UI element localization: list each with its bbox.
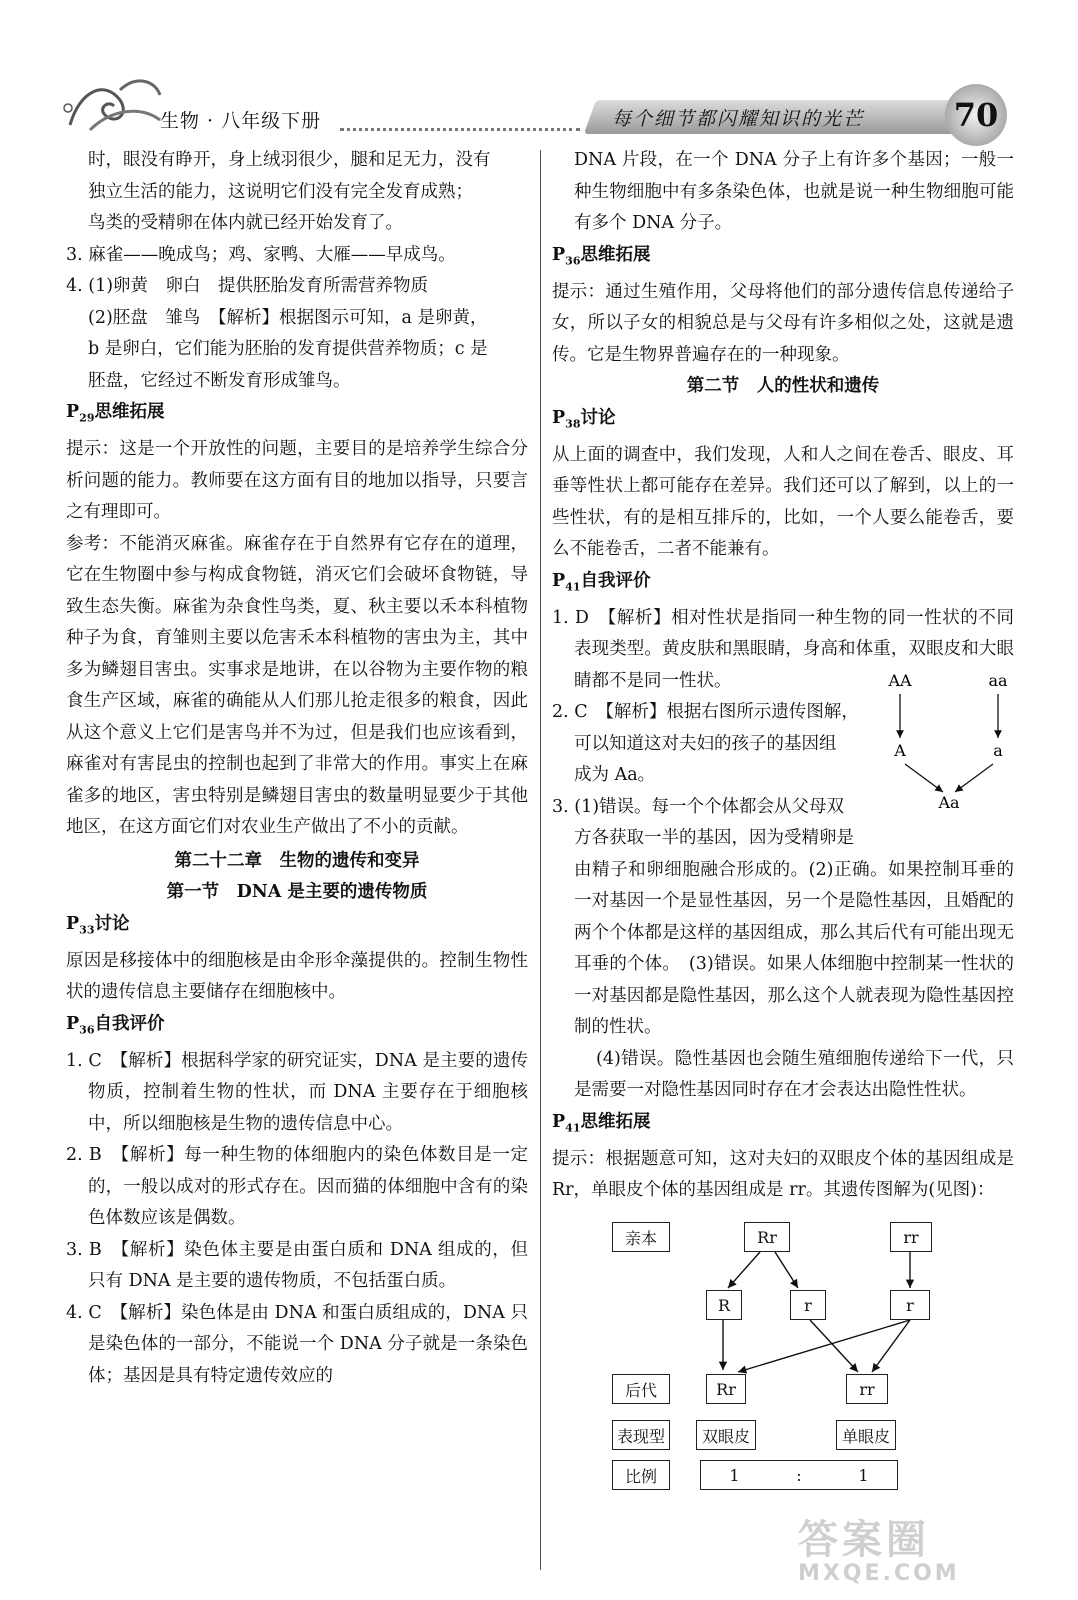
heading-label: 自我评价	[580, 570, 651, 591]
answer-4-part2: (2)胚盘 雏鸟 【解析】根据图示可知，a 是卵黄，	[88, 307, 488, 328]
page-ref-number: 29	[79, 411, 95, 425]
slogan-text: 每个细节都闪耀知识的光芒	[612, 108, 865, 130]
arrow-icon	[872, 1320, 910, 1372]
phenotype-double-eyelid: 双眼皮	[696, 1420, 756, 1450]
self-eval-answer-1: 1. D 【解析】相对性状是指同一种生物的同一性状的不同表现类型。黄皮肤和黑眼睛，身高和体重，双眼皮和大眼睛都不是同一性状。	[552, 607, 1014, 691]
page-ref-letter: P	[552, 244, 566, 265]
ratio-left: 1	[729, 1465, 740, 1485]
self-eval-answer-3-part4: (4)错误。隐性基因也会随生殖细胞传递给下一代，只是需要一对隐性基因同时存在才会表达出隐性性状。	[574, 1048, 1014, 1100]
discussion-paragraph: 从上面的调查中，我们发现，人和人之间在卷舌、眼皮、耳垂等性状上都可能存在差异。我们还可以了解到，以上的一些性状，有的是相互排斥的，比如，一个人要么能卷舌，要么不能卷舌，二者不能兼有。	[552, 444, 1014, 559]
discussion-paragraph: 原因是移接体中的细胞核是由伞形伞藻提供的。控制生物性状的遗传信息主要储存在细胞核中。	[66, 950, 528, 1002]
watermark-line2: MXQE.COM	[798, 1561, 960, 1586]
hint-paragraph: 提示：这是一个开放性的问题，主要目的是培养学生综合分析问题的能力。教师要在这方面有目的地加以指导，只要言之有理即可。	[66, 439, 528, 522]
label-ratio: 比例	[612, 1460, 670, 1490]
page-ref-number: 38	[565, 417, 581, 430]
text-line: 鸟类的受精卵在体内就已经开始发育了。	[88, 213, 403, 233]
heading-label: 思维拓展	[580, 244, 651, 265]
watermark-line1: 答案圈	[798, 1517, 930, 1563]
hint-paragraph: 提示：根据题意可知，这对夫妇的双眼皮个体的基因组成是 Rr，单眼皮个体的基因组成是 rr。其遗传图解为(见图)：	[552, 1148, 1014, 1200]
heading-label: 自我评价	[94, 1013, 165, 1034]
section-heading-p33	[66, 909, 528, 946]
label-offspring: 后代	[612, 1374, 670, 1404]
offspring-Aa: Aa	[938, 793, 960, 812]
subject-title: 生物 · 八年级下册	[160, 110, 322, 132]
aa-inheritance-diagram	[885, 672, 1015, 812]
section-title-2: 第二节 人的性状和遗传	[686, 376, 880, 396]
self-eval-answer-3: 3. B 【解析】染色体主要是由蛋白质和 DNA 组成的，但只有 DNA 是主要的遗传物质，不包括蛋白质。	[66, 1239, 528, 1291]
heading-label: 思维拓展	[94, 402, 165, 422]
genotype-AA: AA	[888, 672, 912, 690]
answer-4-part4: 胚盘，它经过不断发育形成雏鸟。	[88, 370, 351, 391]
section-title-1: 第一节 DNA 是主要的遗传物质	[166, 882, 428, 902]
arrow-icon	[810, 1320, 858, 1372]
column-divider	[540, 150, 541, 1570]
page-ref-number: 41	[565, 580, 581, 593]
parent-rr: rr	[890, 1222, 932, 1252]
section-heading-p41b	[552, 1107, 1014, 1144]
page-ref-number: 36	[565, 254, 581, 267]
page-ref-letter: P	[66, 402, 80, 422]
self-eval-answer-2-line3: 成为 Aa。	[574, 765, 656, 785]
heading-label: 讨论	[94, 913, 130, 934]
section-heading-p41	[552, 566, 1014, 603]
pedigree-connectors	[610, 1218, 1020, 1498]
section-heading-p36b	[552, 240, 1014, 277]
self-eval-answer-1: 1. C 【解析】根据科学家的研究证实，DNA 是主要的遗传物质，控制着生物的性状，而 DNA 主要存在于细胞核中，所以细胞核是生物的遗传信息中心。	[66, 1050, 528, 1134]
section-heading-p29	[66, 397, 528, 434]
gamete-r: r	[890, 1290, 930, 1320]
page-ref-number: 36	[79, 1023, 95, 1036]
arrow-icon	[955, 764, 993, 792]
heading-label: 思维拓展	[580, 1111, 651, 1132]
self-eval-answer-3-line1: 3. (1)错误。每一个个体都会从父母双	[552, 796, 845, 817]
offspring-rr: rr	[846, 1374, 888, 1404]
page-ref-letter: P	[66, 1013, 80, 1034]
ratio-colon: :	[796, 1465, 802, 1485]
gamete-r: r	[790, 1290, 826, 1320]
page-ref-letter: P	[66, 913, 80, 934]
floral-ornament-icon	[60, 70, 170, 140]
gamete-a: a	[993, 741, 1003, 760]
ratio-box	[700, 1460, 898, 1490]
section-heading-p38	[552, 403, 1014, 440]
phenotype-single-eyelid: 单眼皮	[836, 1420, 896, 1450]
section-heading-p36	[66, 1009, 528, 1046]
chapter-title: 第二十二章 生物的遗传和变异	[174, 850, 420, 871]
self-eval-answer-3-line2: 方各获取一半的基因，因为受精卵是	[574, 828, 854, 848]
pedigree-diagram	[610, 1218, 1020, 1498]
reference-paragraph: 参考：不能消灭麻雀。麻雀存在于自然界有它存在的道理，它在生物圈中参与构成食物链，消灭它们会破坏食物链，导致生态失衡。麻雀为杂食性鸟类，夏、秋主要以禾本科植物种子为食，育雏则主要以危害禾本科植物的害虫为主，其中多为鳞翅目害虫。实事求是地讲，在以谷物为主要作物的粮食生产区域，麻雀的确能从人们那儿抢走很多的粮食，因此从这个意义上它们是害鸟并不为过，但是我们也应该看到，麻雀对有害昆虫的控制也起到了非常大的作用。事实上在麻雀多的地区，害虫特别是鳞翅目害虫的数量明显要少于其他地区，在这方面它们对农业生产做出了不小的贡献。	[66, 533, 528, 837]
arrow-icon	[905, 764, 943, 792]
ratio-right: 1	[858, 1465, 869, 1485]
arrow-icon	[775, 1252, 798, 1288]
gamete-A: A	[894, 741, 906, 760]
gamete-R: R	[706, 1290, 742, 1320]
page-ref-letter: P	[552, 570, 566, 591]
label-phenotype: 表现型	[612, 1420, 670, 1450]
watermark	[798, 1508, 1018, 1588]
self-eval-answer-2: 2. B 【解析】每一种生物的体细胞内的染色体数目是一定的，一般以成对的形式存在。因而猫的体细胞中含有的染色体数应该是偶数。	[66, 1145, 528, 1228]
parent-Rr: Rr	[744, 1222, 790, 1252]
self-eval-answer-2-line2: 可以知道这对夫妇的孩子的基因组	[574, 733, 837, 754]
page-ref-letter: P	[552, 407, 566, 428]
heading-label: 讨论	[580, 407, 616, 428]
page-ref-letter: P	[552, 1111, 566, 1132]
genotype-aa: aa	[988, 672, 1008, 690]
continued-answer: DNA 片段，在一个 DNA 分子上有许多个基因；一般一种生物细胞中有多条染色体，也就是说一种生物细胞可能有多个 DNA 分子。	[574, 150, 1014, 233]
arrow-icon	[728, 1252, 760, 1288]
answer-4-part3: b 是卵白，它们能为胚胎的发育提供营养物质；c 是	[88, 339, 488, 359]
answer-3: 3. 麻雀——晚成鸟；鸡、家鸭、大雁——早成鸟。	[66, 244, 456, 265]
page-number: 70	[945, 84, 1007, 146]
page-ref-number: 33	[79, 923, 95, 936]
hint-paragraph: 提示：通过生殖作用，父母将他们的部分遗传信息传递给子女，所以子女的相貌总是与父母有许多相似之处，这就是遗传。它是生物界普遍存在的一种现象。	[552, 281, 1014, 365]
label-parents: 亲本	[612, 1222, 670, 1252]
text-line: 时，眼没有睁开，身上绒羽很少，腿和足无力，没有	[88, 150, 491, 170]
text-line: 独立生活的能力，这说明它们没有完全发育成熟；	[88, 181, 473, 202]
page-ref-number: 41	[565, 1121, 581, 1134]
self-eval-answer-3-line3: 由精子和卵细胞融合形成的。(2)正确。如果控制耳垂的一对基因一个是显性基因，另一个是隐性基因，且婚配的两个个体都是这样的基因组成，那么其后代有可能出现无耳垂的个体。 (3)错误。如果人体细胞中控制某一性状的一对基因都是隐性基因，那么这个人就表现为隐性基因控制的性状。	[574, 859, 1014, 1037]
left-column	[66, 145, 528, 1392]
offspring-Rr: Rr	[706, 1374, 746, 1404]
self-eval-answer-4: 4. C 【解析】染色体是由 DNA 和蛋白质组成的，DNA 只是染色体的一部分，不能说一个 DNA 分子就是一条染色体；基因是具有特定遗传效应的	[66, 1302, 528, 1386]
answer-4-part1: 4. (1)卵黄 卵白 提供胚胎发育所需营养物质	[66, 276, 429, 296]
self-eval-answer-2-line1: 2. C 【解析】根据右图所示遗传图解，	[552, 702, 859, 722]
arrow-icon	[738, 1320, 910, 1372]
header-dotted-line	[340, 128, 580, 131]
